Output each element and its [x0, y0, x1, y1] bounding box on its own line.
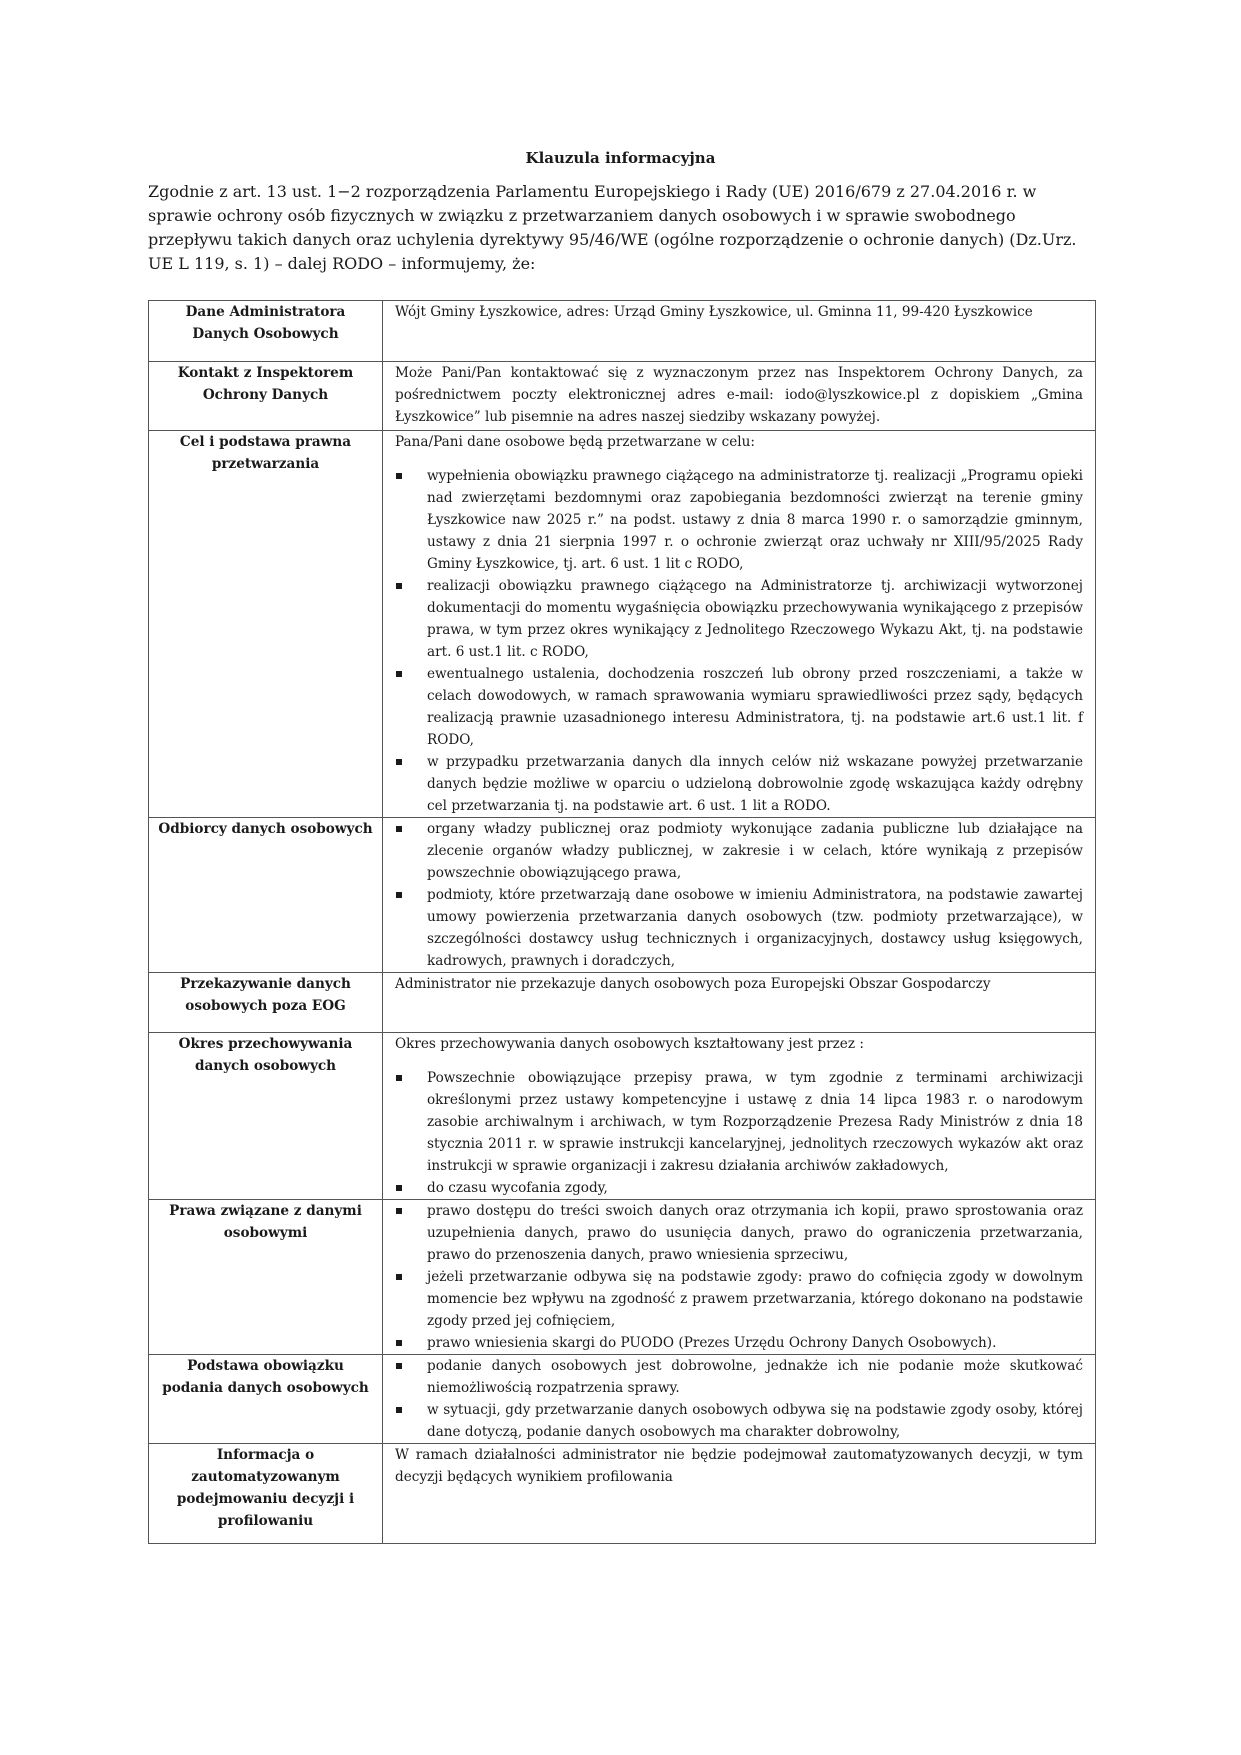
iod-contact-text: Może Pani/Pan kontaktować się z wyznaczonym przez nas Inspektorem Ochrony Danych, za pośrednictwem poczty elektronicznej adres e-mail: iodo@lyszkowice.pl z dopiskiem „Gmina Łyszkowice” lub pisemnie na adres naszej siedziby wskazany powyżej. — [395, 365, 1083, 425]
list-item: Powszechnie obowiązujące przepisy prawa, w tym zgodnie z terminami archiwizacji określonymi przez ustawy kompetencyjne i ustawę z dnia 14 lipca 1983 r. o narodowym zasobie archiwalnym i archiwach, w tym Rozporządzenie Prezesa Rady Ministrów z dnia 18 stycznia 2011 r. w sprawie instrukcji kancelaryjnej, jednolitych rzeczowych wykazów akt oraz instrukcji w sprawie organizacji i zakresu działania archiwów zakładowych, — [395, 1067, 1083, 1177]
list-item: ewentualnego ustalenia, dochodzenia roszczeń lub obrony przed roszczeniami, a także w celach dowodowych, w ramach sprawowania wymiaru sprawiedliwości przez sądy, będących realizacją prawnie uzasadnionego interesu Administratora, tj. na podstawie art.6 ust.1 lit. f RODO, — [395, 663, 1083, 751]
retention-intro: Okres przechowywania danych osobowych kształtowany jest przez : — [395, 1036, 864, 1052]
retention-list — [395, 1067, 1083, 1199]
content-retention — [383, 1033, 1096, 1200]
row-iod-contact — [149, 362, 1096, 431]
label-rights: Prawa związane z danymi osobowymi — [149, 1200, 383, 1355]
row-rights — [149, 1200, 1096, 1355]
content-administrator — [383, 301, 1096, 362]
document-title: Klauzula informacyjna — [525, 149, 716, 167]
content-recipients — [383, 818, 1096, 973]
label-retention: Okres przechowywania danych osobowych — [149, 1033, 383, 1200]
label-recipients: Odbiorcy danych osobowych — [149, 818, 383, 973]
row-obligation — [149, 1355, 1096, 1444]
content-obligation — [383, 1355, 1096, 1444]
list-item: podanie danych osobowych jest dobrowolne, jednakże ich nie podanie może skutkować niemożliwością rozpatrzenia sprawy. — [395, 1355, 1083, 1399]
content-profiling — [383, 1444, 1096, 1544]
list-item: prawo dostępu do treści swoich danych oraz otrzymania ich kopii, prawo sprostowania oraz uzupełnienia danych, prawo do usunięcia danych, prawo do ograniczenia przetwarzania, prawo do przenoszenia danych, prawo wniesienia sprzeciwu, — [395, 1200, 1083, 1266]
obligation-list — [395, 1355, 1083, 1443]
list-item: w sytuacji, gdy przetwarzanie danych osobowych odbywa się na podstawie zgody osoby, której dane dotyczą, podanie danych osobowych ma charakter dobrowolny, — [395, 1399, 1083, 1443]
rights-list — [395, 1200, 1083, 1354]
label-transfer: Przekazywanie danych osobowych poza EOG — [149, 973, 383, 1033]
content-purpose — [383, 431, 1096, 818]
row-retention — [149, 1033, 1096, 1200]
list-item: jeżeli przetwarzanie odbywa się na podstawie zgody: prawo do cofnięcia zgody w dowolnym momencie bez wpływu na zgodność z prawem przetwarzania, którego dokonano na podstawie zgody przed jej cofnięciem, — [395, 1266, 1083, 1332]
label-obligation: Podstawa obowiązku podania danych osobowych — [149, 1355, 383, 1444]
administrator-text: Wójt Gminy Łyszkowice, adres: Urząd Gminy Łyszkowice, ul. Gminna 11, 99-420 Łyszkowice — [395, 304, 1033, 320]
list-item: realizacji obowiązku prawnego ciążącego na Administratorze tj. archiwizacji wytworzonej dokumentacji do momentu wygaśnięcia obowiązku przechowywania wynikającego z przepisów prawa, w tym przez okres wynikający z Jednolitego Rzeczowego Wykazu Akt, tj. na podstawie art. 6 ust.1 lit. c RODO, — [395, 575, 1083, 663]
row-recipients — [149, 818, 1096, 973]
intro-paragraph: Zgodnie z art. 13 ust. 1−2 rozporządzenia Parlamentu Europejskiego i Rady (UE) 2016/679 z 27.04.2016 r. w sprawie ochrony osób fizycznych w związku z przetwarzaniem danych osobowych i w sprawie swobodnego przepływu takich danych oraz uchylenia dyrektywy 95/46/WE (ogólne rozporządzenie o ochronie danych) (Dz.Urz. UE L 119, s. 1) – dalej RODO – informujemy, że: — [148, 182, 1077, 273]
row-profiling — [149, 1444, 1096, 1544]
list-item: w przypadku przetwarzania danych dla innych celów niż wskazane powyżej przetwarzanie danych będzie możliwe w oparciu o udzieloną dobrowolnie zgodę wskazująca każdy odrębny cel przetwarzania tj. na podstawie art. 6 ust. 1 lit a RODO. — [395, 751, 1083, 817]
list-item: organy władzy publicznej oraz podmioty wykonujące zadania publiczne lub działające na zlecenie organów władzy publicznej, w zakresie i w celach, które wynikają z przepisów powszechnie obowiązującego prawa, — [395, 818, 1083, 884]
row-administrator — [149, 301, 1096, 362]
row-purpose — [149, 431, 1096, 818]
recipients-list — [395, 818, 1083, 972]
information-clause-table — [148, 300, 1096, 1544]
list-item: prawo wniesienia skargi do PUODO (Prezes Urzędu Ochrony Danych Osobowych). — [395, 1332, 1083, 1354]
list-item: wypełnienia obowiązku prawnego ciążącego na administratorze tj. realizacji „Programu opieki nad zwierzętami bezdomnymi oraz zapobiegania bezdomności zwierząt na terenie gminy Łyszkowice naw 2025 r.” na podst. ustawy z dnia 8 marca 1990 r. o samorządzie gminnym, ustawy z dnia 21 sierpnia 1997 r. o ochronie zwierząt oraz uchwały nr XIII/95/2025 Rady Gminy Łyszkowice, tj. art. 6 ust. 1 lit c RODO, — [395, 465, 1083, 575]
label-iod-contact: Kontakt z Inspektorem Ochrony Danych — [149, 362, 383, 431]
list-item: do czasu wycofania zgody, — [395, 1177, 1083, 1199]
content-iod-contact — [383, 362, 1096, 431]
label-profiling: Informacja o zautomatyzowanym podejmowaniu decyzji i profilowaniu — [149, 1444, 383, 1544]
profiling-text: W ramach działalności administrator nie będzie podejmował zautomatyzowanych decyzji, w tym decyzji będących wynikiem profilowania — [395, 1447, 1083, 1485]
list-item: podmioty, które przetwarzają dane osobowe w imieniu Administratora, na podstawie zawartej umowy powierzenia przetwarzania danych osobowych (tzw. podmioty przetwarzające), w szczególności dostawcy usług technicznych i organizacyjnych, dostawcy usług księgowych, kadrowych, prawnych i doradczych, — [395, 884, 1083, 972]
row-transfer — [149, 973, 1096, 1033]
content-transfer — [383, 973, 1096, 1033]
label-purpose: Cel i podstawa prawna przetwarzania — [149, 431, 383, 818]
label-administrator: Dane Administratora Danych Osobowych — [149, 301, 383, 362]
purpose-intro: Pana/Pani dane osobowe będą przetwarzane w celu: — [395, 434, 755, 450]
purpose-list — [395, 465, 1083, 817]
transfer-text: Administrator nie przekazuje danych osobowych poza Europejski Obszar Gospodarczy — [395, 976, 991, 992]
content-rights — [383, 1200, 1096, 1355]
